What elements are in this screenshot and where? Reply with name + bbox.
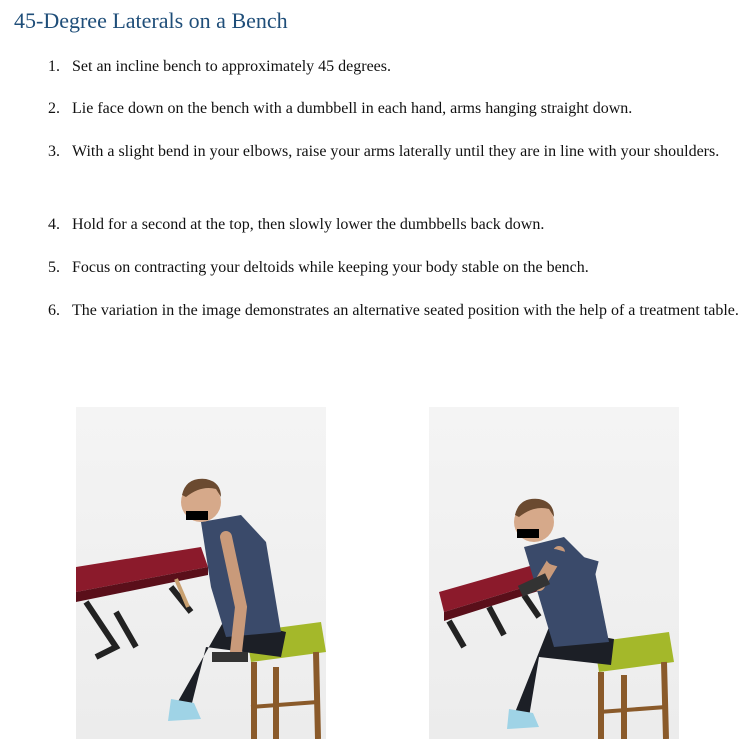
- step-text: Set an incline bench to approximately 45 degrees.: [72, 58, 392, 75]
- step-number: 5.: [48, 259, 60, 276]
- page-title: 45-Degree Laterals on a Bench: [14, 8, 288, 33]
- dumbbell: [212, 652, 248, 662]
- exercise-start-position-illustration: [76, 407, 326, 739]
- shoe: [507, 709, 539, 729]
- step-text: With a slight bend in your elbows, raise your arms laterally until they are in line with your shoulders.: [72, 143, 720, 160]
- stool-rung: [251, 702, 318, 707]
- step-number: 3.: [48, 143, 60, 160]
- eye-censor-bar: [517, 529, 539, 538]
- stool-rung: [599, 707, 666, 712]
- exercise-raised-position-photo: [429, 407, 679, 739]
- step-number: 6.: [48, 302, 60, 319]
- step-text: The variation in the image demonstrates an alternative seated position with the help of a treatment table.: [72, 302, 739, 319]
- exercise-start-position-photo: [76, 407, 326, 739]
- step-number: 2.: [48, 100, 60, 117]
- eye-censor-bar: [186, 511, 208, 520]
- step-text: Lie face down on the bench with a dumbbell in each hand, arms hanging straight down.: [72, 100, 633, 117]
- bench-frame: [86, 587, 191, 657]
- shoe: [168, 699, 201, 721]
- step-number: 1.: [48, 58, 60, 75]
- stool-legs: [254, 652, 318, 739]
- step-number: 4.: [48, 216, 60, 233]
- stool-legs: [601, 662, 666, 739]
- step-text: Focus on contracting your deltoids while keeping your body stable on the bench.: [72, 259, 589, 276]
- exercise-raised-position-illustration: [429, 407, 679, 739]
- step-text: Hold for a second at the top, then slowly lower the dumbbells back down.: [72, 216, 545, 233]
